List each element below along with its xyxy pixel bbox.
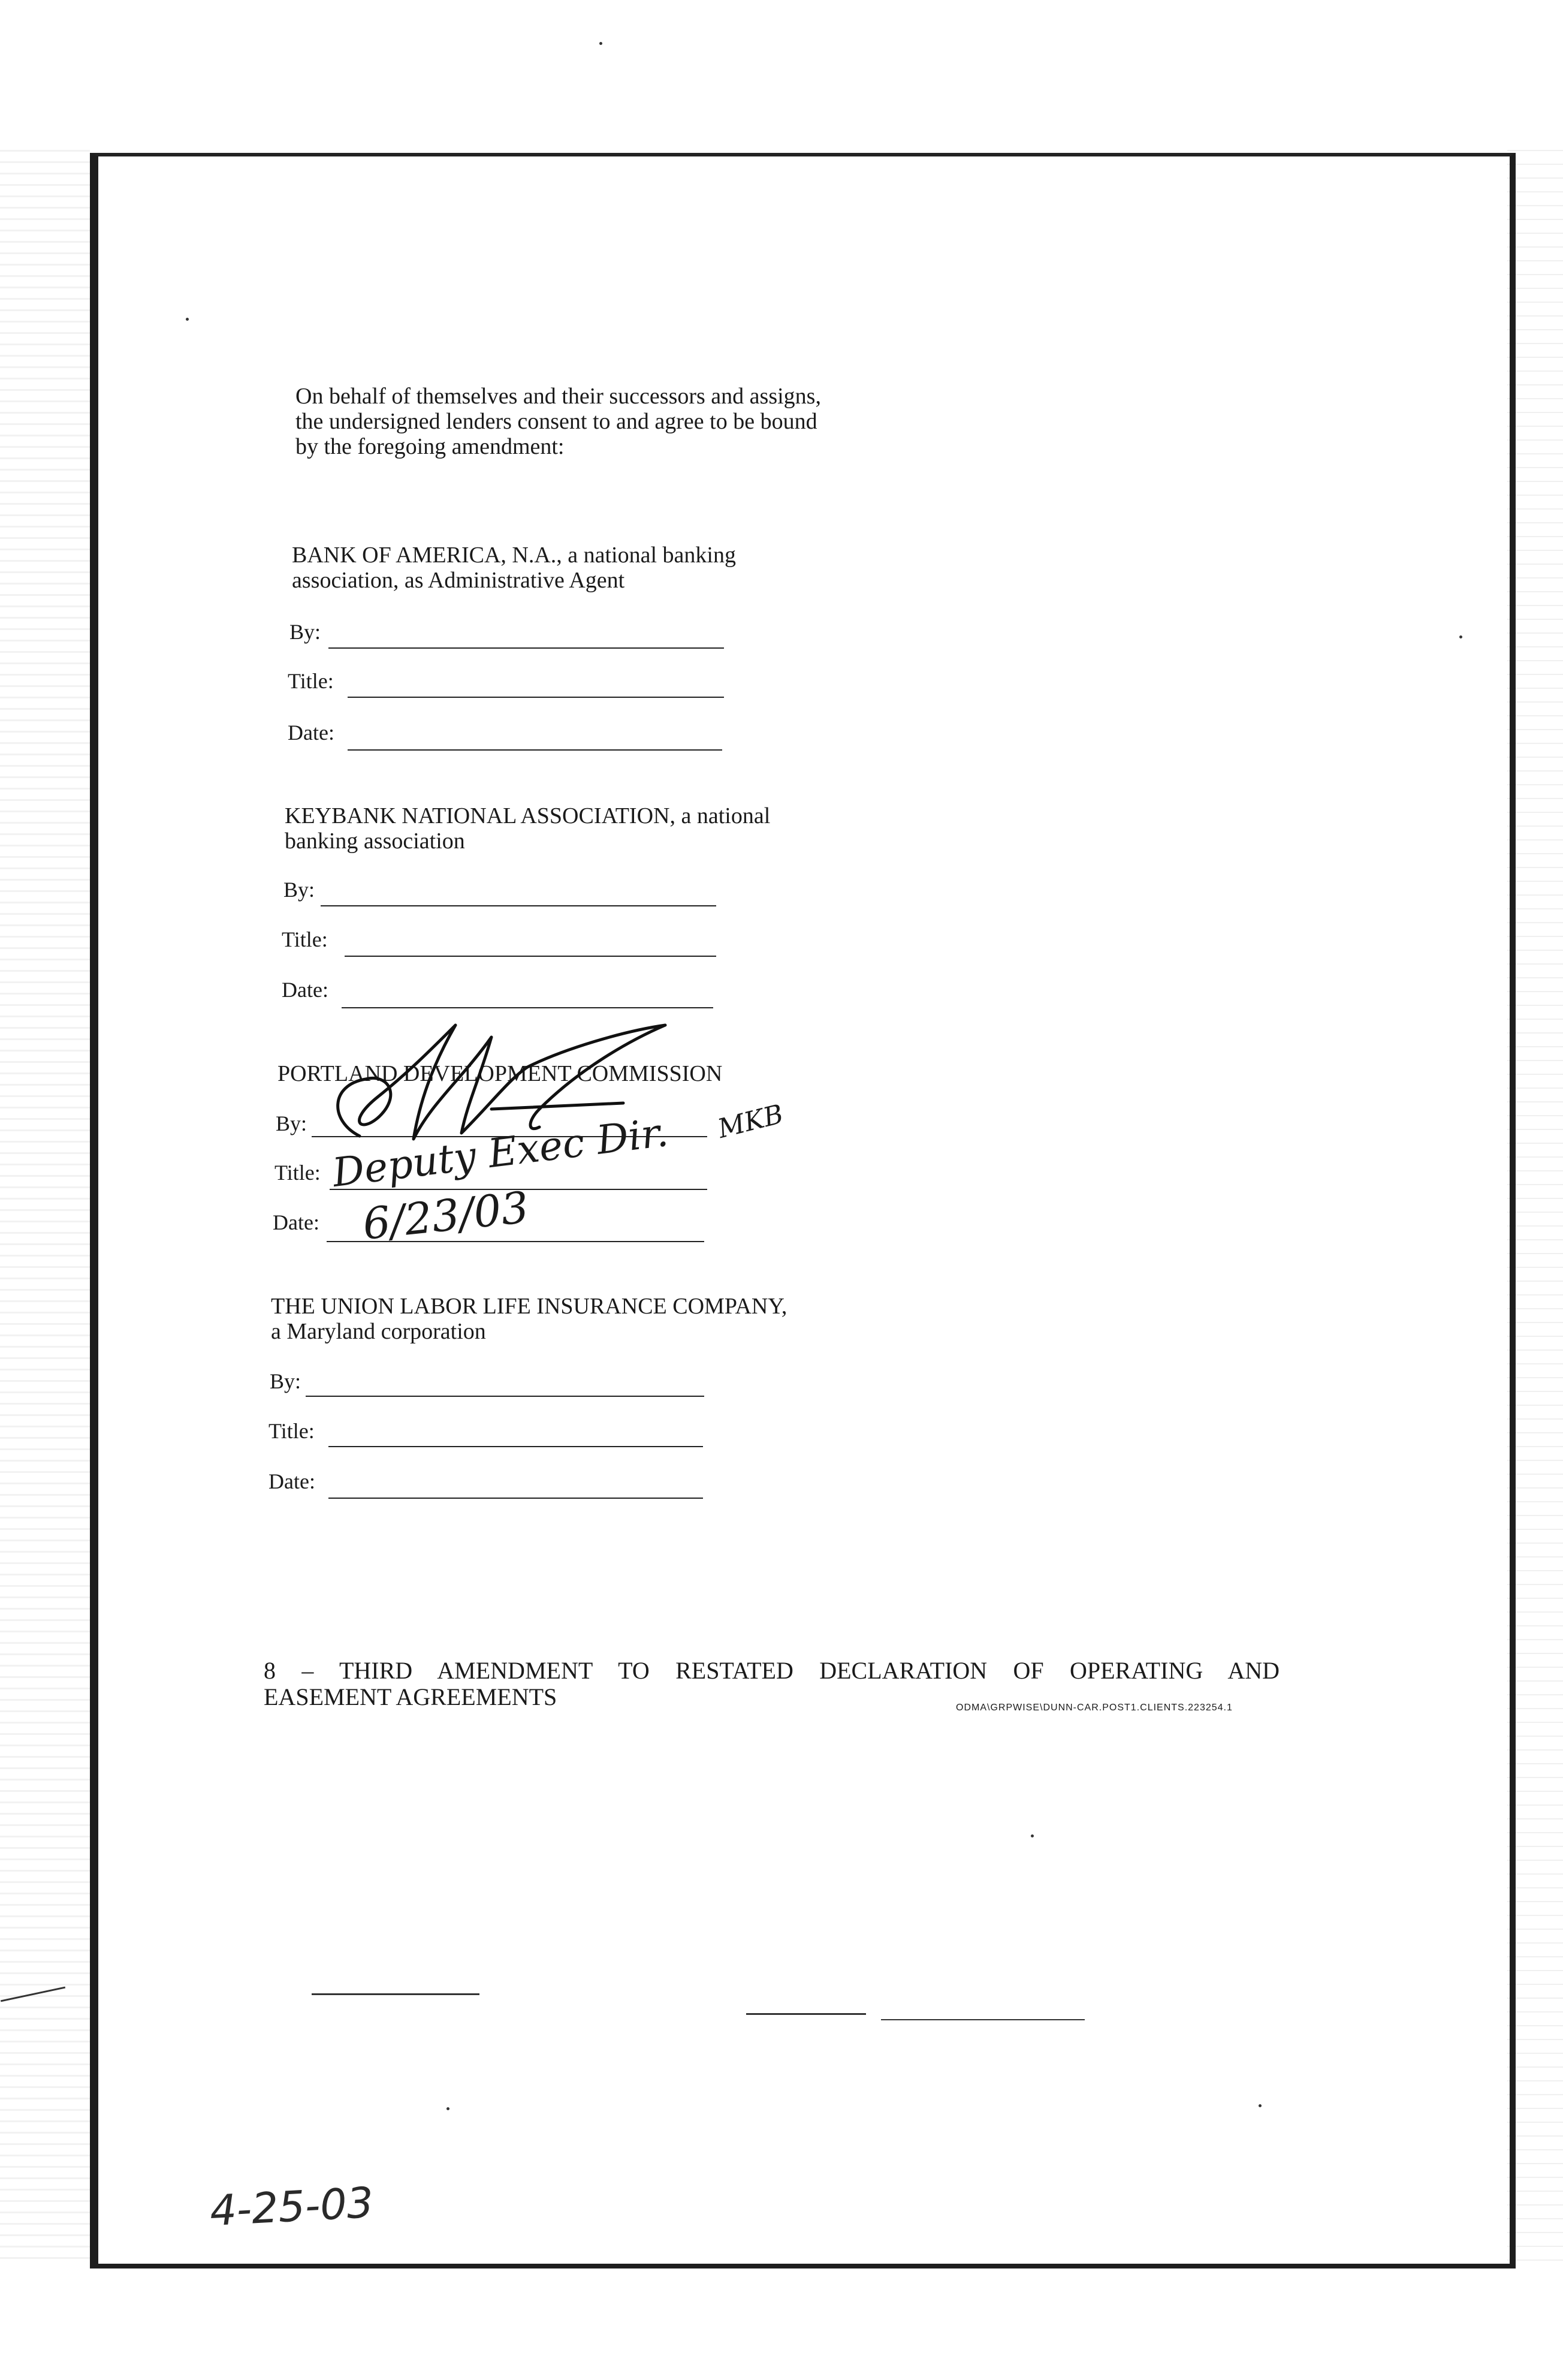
lender-name: PORTLAND DEVELOPMENT COMMISSION xyxy=(277,1061,723,1086)
lender-heading xyxy=(292,543,736,593)
by-label: By: xyxy=(270,1369,301,1393)
signed-title: Deputy Exec Dir. xyxy=(330,1108,671,1196)
scan-speck xyxy=(1259,2104,1262,2107)
scan-smudge xyxy=(312,1993,479,1995)
title-label: Title: xyxy=(274,1161,321,1185)
document-id: ODMA\GRPWISE\DUNN-CAR.POST1.CLIENTS.223254.1 xyxy=(956,1703,1233,1713)
lender-heading xyxy=(285,803,770,854)
by-label: By: xyxy=(276,1111,307,1135)
date-signature-line[interactable] xyxy=(342,1007,713,1008)
intro-line: On behalf of themselves and their successors and assigns, xyxy=(295,384,821,409)
lender-name: THE UNION LABOR LIFE INSURANCE COMPANY, xyxy=(271,1294,787,1319)
date-label: Date: xyxy=(288,721,334,745)
signed-date: 6/23/03 xyxy=(360,1182,532,1249)
date-label: Date: xyxy=(282,978,328,1002)
footer-subtitle: EASEMENT AGREEMENTS xyxy=(264,1683,557,1710)
by-signature-line[interactable] xyxy=(328,647,724,649)
scan-smudge xyxy=(746,2013,866,2015)
title-signature-line[interactable] xyxy=(345,956,716,957)
lender-name: BANK OF AMERICA, N.A., a national banking xyxy=(292,543,736,568)
lender-description: banking association xyxy=(285,829,465,854)
lender-name: KEYBANK NATIONAL ASSOCIATION, a national xyxy=(285,803,771,829)
title-signature-line[interactable] xyxy=(328,1446,703,1447)
lender-description: a Maryland corporation xyxy=(271,1319,486,1344)
intro-paragraph xyxy=(295,384,821,459)
by-label: By: xyxy=(283,878,315,902)
date-signature-line[interactable] xyxy=(328,1498,703,1499)
handwritten-date-note: 4-25-03 xyxy=(209,2177,375,2236)
date-signature-line[interactable] xyxy=(348,749,722,751)
by-label: By: xyxy=(289,620,321,644)
title-signature-line[interactable] xyxy=(348,697,724,698)
intro-line: by the foregoing amendment: xyxy=(295,434,565,459)
title-label: Title: xyxy=(288,669,334,693)
date-label: Date: xyxy=(268,1469,315,1493)
scan-speck xyxy=(1031,1834,1034,1837)
by-signature-line[interactable] xyxy=(321,905,716,906)
intro-line: the undersigned lenders consent to and agree to be bound xyxy=(295,409,817,434)
scan-smudge xyxy=(881,2019,1085,2020)
by-signature-line[interactable] xyxy=(306,1396,704,1397)
scan-speck xyxy=(1459,635,1462,638)
scan-edge-left xyxy=(0,150,90,2266)
title-label: Title: xyxy=(282,927,328,951)
footer-title: 8 – THIRD AMENDMENT TO RESTATED DECLARATION OF OPERATING AND xyxy=(264,1657,1280,1684)
lender-heading xyxy=(271,1294,787,1344)
date-label: Date: xyxy=(273,1210,319,1234)
scan-speck xyxy=(186,318,189,321)
initials: MKB xyxy=(714,1098,786,1144)
title-label: Title: xyxy=(268,1419,315,1443)
scan-speck xyxy=(599,42,602,45)
lender-description: association, as Administrative Agent xyxy=(292,568,625,593)
scan-speck xyxy=(446,2107,449,2110)
